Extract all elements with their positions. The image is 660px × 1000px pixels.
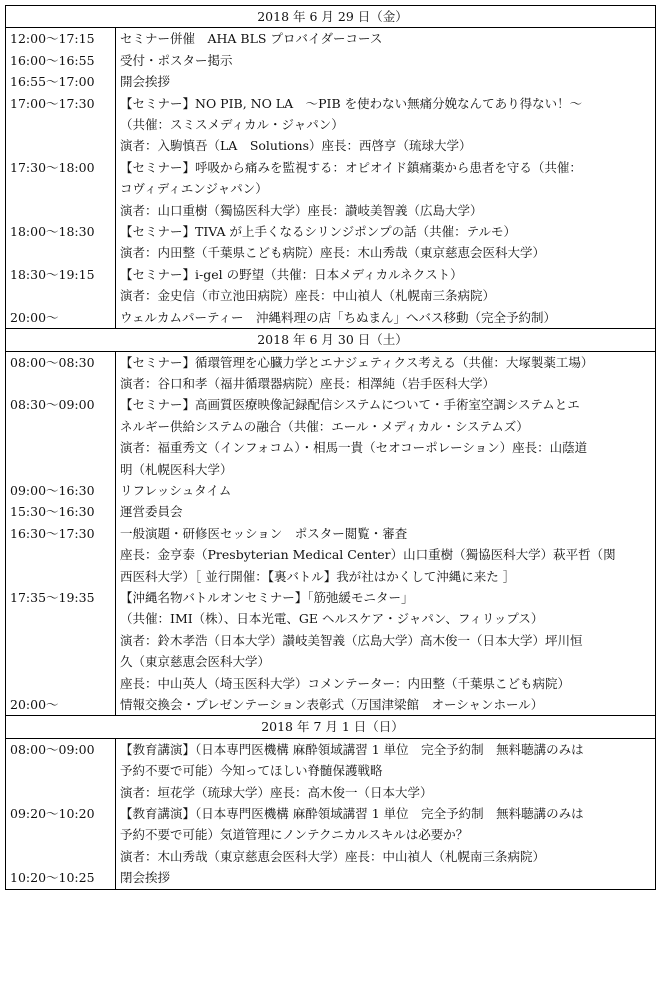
event-description-line: 予約不要で可能）今知ってほしい脊髄保護戦略 (120, 763, 383, 779)
event-description (116, 867, 656, 889)
event-description-line: 座長：中山英人（埼玉医科大学）コメンテーター：内田整（千葉県こども病院） (120, 675, 571, 691)
event-time: 08:30〜09:00 (6, 394, 116, 480)
event-row (6, 264, 656, 307)
event-time: 08:00〜09:00 (6, 738, 116, 803)
event-description-line: 【セミナー】循環管理を心臓力学とエナジェティクス考える（共催：大塚製薬工場） (120, 354, 594, 370)
event-description-line: 座長：金亨泰（Presbyterian Medical Center）山口重樹（獨協医科大学）萩平哲（関 (120, 547, 616, 563)
event-time: 16:30〜17:30 (6, 523, 116, 587)
event-description-line: 久（東京慈恵会医科大学） (120, 654, 271, 670)
event-time: 17:00〜17:30 (6, 93, 116, 157)
event-description (116, 394, 656, 480)
event-description (116, 50, 656, 71)
event-description (116, 803, 656, 867)
event-description-line: リフレッシュタイム (120, 482, 232, 498)
event-description-line: コヴィディエンジャパン） (120, 181, 268, 197)
event-description-line: 演者：入駒慎吾（LA Solutions）座長：西啓亨（琉球大学） (120, 138, 472, 154)
event-description-line: 演者：福重秀文（インフォコム）・相馬一貴（セオコーポレーション）座長：山蔭道 (120, 440, 588, 456)
event-row (6, 867, 656, 889)
event-time: 16:00〜16:55 (6, 50, 116, 71)
event-description-line: （共催：スミスメディカル・ジャパン） (120, 117, 344, 133)
day-header-row (6, 329, 656, 351)
event-row (6, 221, 656, 264)
event-description-line: 演者：谷口和孝（福井循環器病院）座長：相澤純（岩手医科大学） (120, 375, 496, 391)
event-row (6, 71, 656, 92)
event-row (6, 394, 656, 480)
event-time: 12:00〜17:15 (6, 28, 116, 50)
event-description-line: ウェルカムパーティー 沖縄料理の店「ちぬまん」へバス移動（完全予約制） (120, 309, 557, 325)
event-description (116, 28, 656, 50)
event-description-line: ネルギー供給システムの融合（共催：エール・メディカル・システムズ） (120, 418, 529, 434)
day-date: 2018 年 7 月 1 日（日） (6, 716, 656, 738)
event-description-line: セミナー併催 AHA BLS プロバイダーコース (120, 31, 383, 47)
event-time: 16:55〜17:00 (6, 71, 116, 92)
event-description-line: （共催：IMI（株）、日本光電、GE ヘルスケア・ジャパン、フィリップス） (120, 611, 544, 627)
event-row (6, 351, 656, 394)
event-description-line: 演者：金史信（市立池田病院）座長：中山禎人（札幌南三条病院） (120, 288, 496, 304)
event-row (6, 307, 656, 329)
schedule-table (5, 5, 656, 890)
event-row (6, 523, 656, 587)
event-description-line: 開会挨拶 (120, 74, 171, 90)
day-date: 2018 年 6 月 30 日（土） (6, 329, 656, 351)
event-row (6, 28, 656, 50)
event-description-line: 演者：鈴木孝浩（日本大学）讃岐美智義（広島大学）高木俊一（日本大学）坪川恒 (120, 632, 583, 648)
day-header-row (6, 6, 656, 28)
event-description-line: 【教育講演】（日本専門医機構 麻酔領域講習 1 単位 完全予約制 無料聴講のみは (120, 741, 584, 757)
event-description-line: 【沖縄名物バトルオンセミナー】「筋弛緩モニター」 (120, 589, 414, 605)
event-time: 17:35〜19:35 (6, 587, 116, 694)
event-description-line: 【セミナー】NO PIB, NO LA 〜PIB を使わない無痛分娩なんてあり得ない！〜 (120, 95, 583, 111)
event-time: 20:00〜 (6, 694, 116, 716)
schedule-body (6, 6, 656, 890)
event-description-line: 演者：垣花学（琉球大学）座長：高木俊一（日本大学） (120, 784, 433, 800)
event-description-line: 【教育講演】（日本専門医機構 麻酔領域講習 1 単位 完全予約制 無料聴講のみは (120, 806, 584, 822)
event-description (116, 307, 656, 329)
event-time: 08:00〜08:30 (6, 351, 116, 394)
event-description (116, 480, 656, 501)
event-description (116, 71, 656, 92)
event-description (116, 694, 656, 716)
event-description (116, 523, 656, 587)
event-row (6, 93, 656, 157)
event-description (116, 157, 656, 221)
event-description (116, 587, 656, 694)
event-description-line: 運営委員会 (120, 504, 183, 520)
event-description-line: 一般演題・研修医セッション ポスター閲覧・審査 (120, 525, 408, 541)
event-time: 09:20〜10:20 (6, 803, 116, 867)
event-row (6, 157, 656, 221)
event-description-line: 明（札幌医科大学） (120, 461, 233, 477)
event-description-line: 【セミナー】TIVA が上手くなるシリンジポンプの話（共催：テルモ） (120, 224, 517, 240)
event-time: 18:00〜18:30 (6, 221, 116, 264)
event-description-line: 【セミナー】i-gel の野望（共催：日本メディカルネクスト） (120, 266, 463, 282)
event-description-line: 演者：内田整（千葉県こども病院）座長：木山秀哉（東京慈恵会医科大学） (120, 245, 546, 261)
event-description-line: 予約不要で可能）気道管理にノンテクニカルスキルは必要か？ (120, 827, 469, 843)
event-description-line: 閉会挨拶 (120, 870, 171, 886)
event-row (6, 694, 656, 716)
event-time: 20:00〜 (6, 307, 116, 329)
day-header-row (6, 716, 656, 738)
event-description-line: 受付・ポスター掲示 (120, 52, 233, 68)
event-description-line: 演者：木山秀哉（東京慈恵会医科大学）座長：中山禎人（札幌南三条病院） (120, 848, 546, 864)
event-time: 17:30〜18:00 (6, 157, 116, 221)
event-description-line: 【セミナー】呼吸から痛みを監視する：オピオイド鎮痛薬から患者を守る（共催： (120, 159, 582, 175)
event-time: 15:30〜16:30 (6, 501, 116, 522)
event-row (6, 738, 656, 803)
event-description (116, 93, 656, 157)
event-description (116, 501, 656, 522)
event-description-line: 【セミナー】高画質医療映像記録配信システムについて・手術室空調システムとエ (120, 397, 580, 413)
event-description-line: 演者：山口重樹（獨協医科大学）座長：讃岐美智義（広島大学） (120, 202, 483, 218)
event-row (6, 803, 656, 867)
event-description (116, 264, 656, 307)
event-description-line: 西医科大学）［ 並行開催：【裏バトル】我が社はかくして沖縄に来た ］ (120, 568, 516, 584)
event-row (6, 50, 656, 71)
event-time: 09:00〜16:30 (6, 480, 116, 501)
event-row (6, 480, 656, 501)
event-row (6, 587, 656, 694)
day-date: 2018 年 6 月 29 日（金） (6, 6, 656, 28)
event-description (116, 738, 656, 803)
event-description-line: 情報交換会・プレゼンテーション表彰式（万国津梁館 オーシャンホール） (120, 697, 544, 712)
event-row (6, 501, 656, 522)
event-description (116, 221, 656, 264)
event-time: 10:20〜10:25 (6, 867, 116, 889)
event-description (116, 351, 656, 394)
event-time: 18:30〜19:15 (6, 264, 116, 307)
